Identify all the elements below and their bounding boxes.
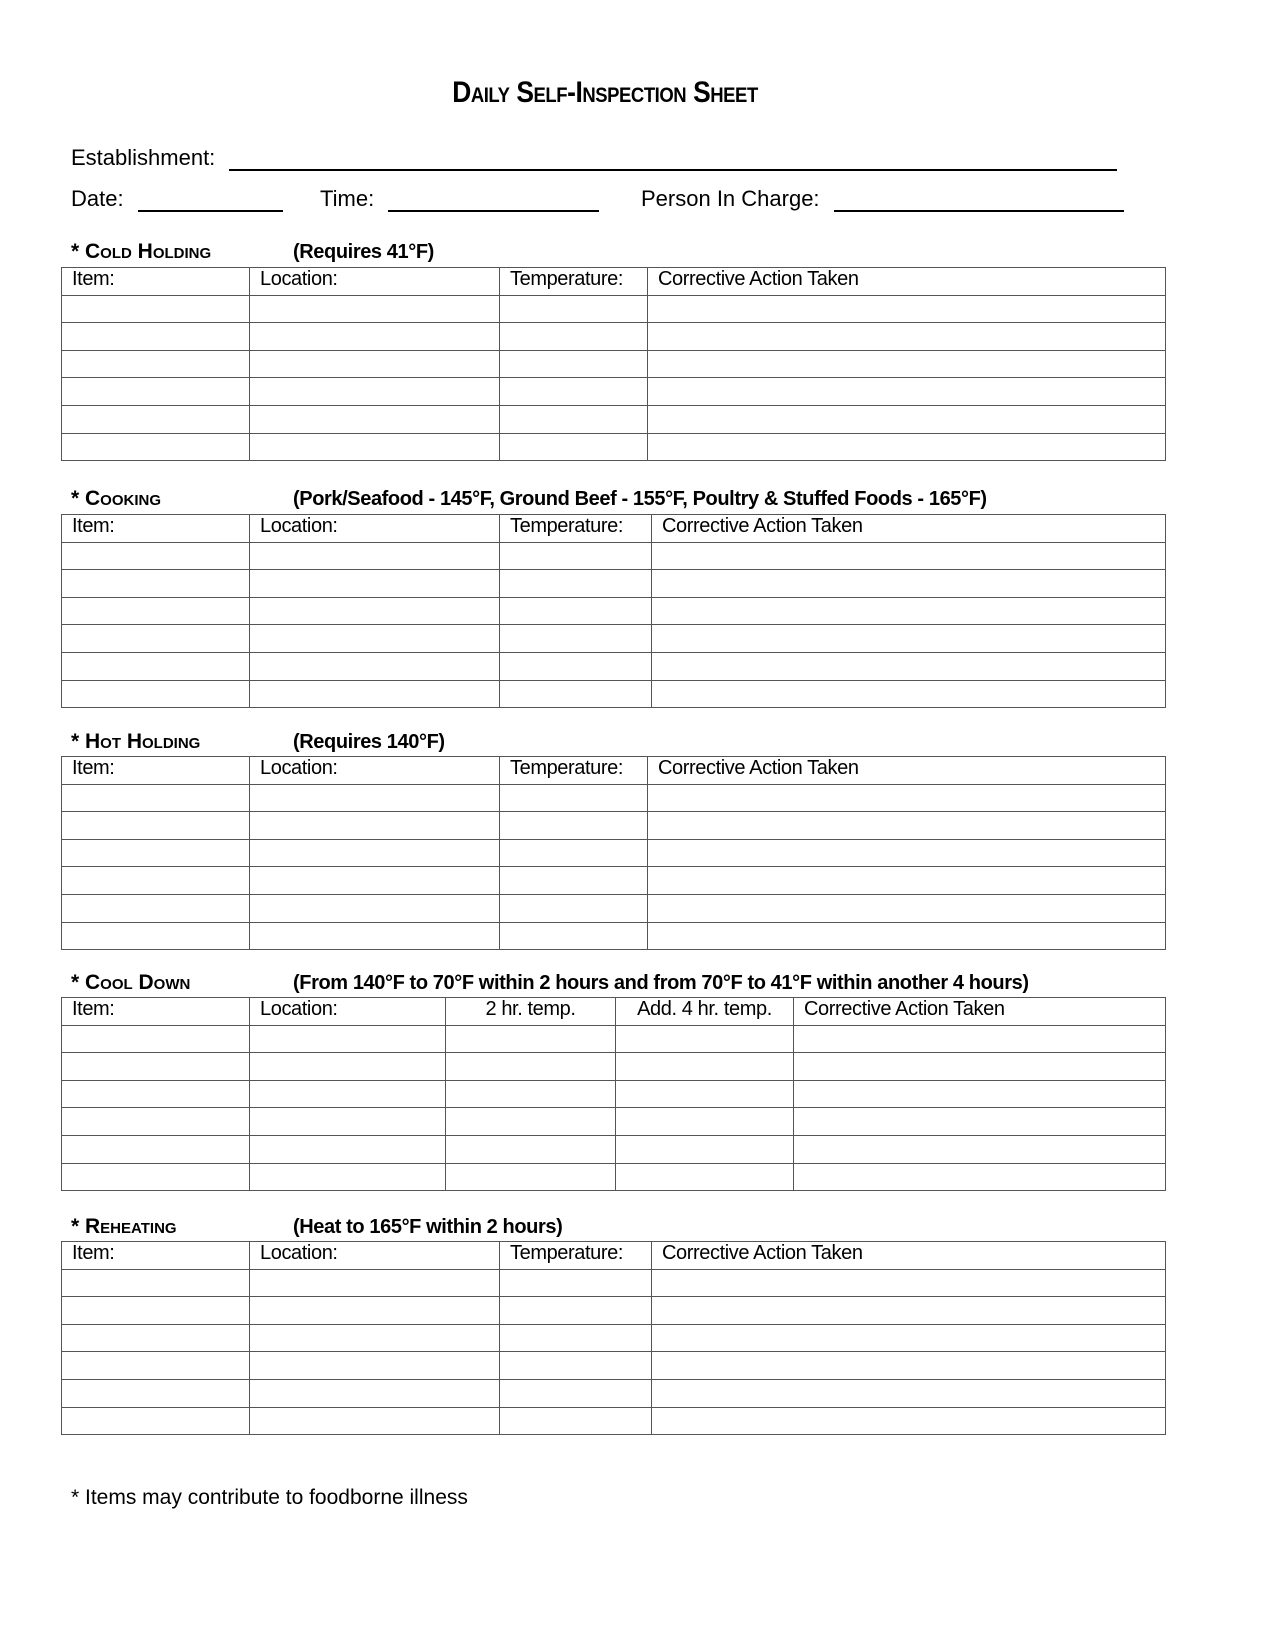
entry-cell[interactable]	[250, 1108, 446, 1136]
footnote: * Items may contribute to foodborne illness	[71, 1486, 468, 1509]
table-row	[62, 1297, 1166, 1325]
table-row	[62, 1108, 1166, 1136]
entry-cell[interactable]	[500, 625, 652, 653]
entry-cell[interactable]	[500, 570, 652, 598]
entry-cell[interactable]	[446, 1108, 616, 1136]
entry-cell[interactable]	[250, 894, 500, 922]
column-header: Temperature:	[500, 268, 648, 296]
column-header: 2 hr. temp.	[446, 998, 616, 1026]
entry-cell[interactable]	[62, 323, 250, 351]
table-row	[62, 597, 1166, 625]
table-row	[62, 350, 1166, 378]
column-header: Corrective Action Taken	[652, 515, 1166, 543]
entry-cell[interactable]	[500, 1407, 652, 1435]
entry-cell[interactable]	[250, 784, 500, 812]
entry-cell[interactable]	[250, 1025, 446, 1053]
entry-cell[interactable]	[62, 1053, 250, 1081]
entry-cell[interactable]	[250, 323, 500, 351]
entry-cell[interactable]	[652, 1324, 1166, 1352]
table-row	[62, 680, 1166, 708]
entry-cell[interactable]	[500, 597, 652, 625]
hot-holding-heading: * Hot Holding	[71, 730, 201, 753]
column-header: Location:	[250, 268, 500, 296]
entry-cell[interactable]	[62, 1379, 250, 1407]
table-row	[62, 1352, 1166, 1380]
entry-cell[interactable]	[648, 433, 1166, 461]
table-header-row	[62, 515, 1166, 543]
cold-holding-requirement: (Requires 41°F)	[293, 241, 434, 263]
entry-cell[interactable]	[500, 894, 648, 922]
entry-cell[interactable]	[62, 1080, 250, 1108]
cool-down-table	[61, 997, 1166, 1191]
entry-cell[interactable]	[652, 680, 1166, 708]
entry-cell[interactable]	[500, 295, 648, 323]
column-header: Location:	[250, 998, 446, 1026]
entry-cell[interactable]	[500, 784, 648, 812]
entry-cell[interactable]	[62, 350, 250, 378]
entry-cell[interactable]	[648, 350, 1166, 378]
entry-cell[interactable]	[250, 570, 500, 598]
entry-cell[interactable]	[500, 350, 648, 378]
entry-cell[interactable]	[652, 542, 1166, 570]
table-row	[62, 405, 1166, 433]
table-row	[62, 1324, 1166, 1352]
reheating-table	[61, 1241, 1166, 1435]
column-header: Item:	[62, 1242, 250, 1270]
entry-cell[interactable]	[62, 570, 250, 598]
table-row	[62, 1025, 1166, 1053]
entry-cell[interactable]	[62, 378, 250, 406]
entry-cell[interactable]	[648, 295, 1166, 323]
column-header: Location:	[250, 515, 500, 543]
entry-cell[interactable]	[616, 1025, 794, 1053]
entry-cell[interactable]	[62, 1025, 250, 1053]
entry-cell[interactable]	[648, 812, 1166, 840]
entry-cell[interactable]	[250, 405, 500, 433]
table-row	[62, 1053, 1166, 1081]
reheating-requirement: (Heat to 165°F within 2 hours)	[293, 1216, 563, 1238]
entry-cell[interactable]	[446, 1163, 616, 1191]
entry-cell[interactable]	[250, 433, 500, 461]
entry-cell[interactable]	[250, 1324, 500, 1352]
entry-cell[interactable]	[794, 1053, 1166, 1081]
date-field	[71, 186, 283, 212]
entry-cell[interactable]	[652, 1297, 1166, 1325]
table-row	[62, 1135, 1166, 1163]
entry-cell[interactable]	[250, 839, 500, 867]
cooking-table	[61, 514, 1166, 708]
cool-down-heading: * Cool Down	[71, 971, 191, 994]
entry-cell[interactable]	[62, 652, 250, 680]
column-header: Location:	[250, 757, 500, 785]
entry-cell[interactable]	[500, 867, 648, 895]
entry-cell[interactable]	[648, 378, 1166, 406]
table-row	[62, 570, 1166, 598]
entry-cell[interactable]	[62, 922, 250, 950]
entry-cell[interactable]	[250, 295, 500, 323]
entry-cell[interactable]	[648, 784, 1166, 812]
entry-cell[interactable]	[62, 295, 250, 323]
table-row	[62, 433, 1166, 461]
entry-cell[interactable]	[62, 1352, 250, 1380]
entry-cell[interactable]	[500, 652, 652, 680]
entry-cell[interactable]	[652, 1379, 1166, 1407]
table-header-row	[62, 757, 1166, 785]
entry-cell[interactable]	[62, 1297, 250, 1325]
entry-cell[interactable]	[648, 405, 1166, 433]
entry-cell[interactable]	[500, 323, 648, 351]
table-row	[62, 625, 1166, 653]
entry-cell[interactable]	[652, 625, 1166, 653]
entry-cell[interactable]	[250, 1379, 500, 1407]
entry-cell[interactable]	[250, 1135, 446, 1163]
column-header: Temperature:	[500, 1242, 652, 1270]
entry-cell[interactable]	[250, 1080, 446, 1108]
entry-cell[interactable]	[648, 323, 1166, 351]
entry-cell[interactable]	[250, 1053, 446, 1081]
entry-cell[interactable]	[500, 542, 652, 570]
entry-cell[interactable]	[500, 812, 648, 840]
entry-cell[interactable]	[250, 812, 500, 840]
column-header: Item:	[62, 515, 250, 543]
entry-cell[interactable]	[446, 1053, 616, 1081]
reheating-heading: * Reheating	[71, 1215, 177, 1238]
entry-cell[interactable]	[62, 405, 250, 433]
cooking-requirement: (Pork/Seafood - 145°F, Ground Beef - 155°F, Poultry & Stuffed Foods - 165°F)	[293, 488, 987, 510]
table-row	[62, 652, 1166, 680]
entry-cell[interactable]	[62, 867, 250, 895]
entry-cell[interactable]	[500, 922, 648, 950]
cold-holding-heading: * Cold Holding	[71, 240, 212, 263]
time-field	[320, 186, 599, 212]
entry-cell[interactable]	[616, 1108, 794, 1136]
entry-cell[interactable]	[250, 652, 500, 680]
table-row	[62, 1407, 1166, 1435]
table-row	[62, 812, 1166, 840]
entry-cell[interactable]	[794, 1135, 1166, 1163]
cold-holding-table	[61, 267, 1166, 461]
entry-cell[interactable]	[250, 597, 500, 625]
entry-cell[interactable]	[500, 1269, 652, 1297]
entry-cell[interactable]	[62, 1163, 250, 1191]
entry-cell[interactable]	[648, 894, 1166, 922]
date-label: Date:	[71, 186, 124, 211]
entry-cell[interactable]	[250, 625, 500, 653]
entry-cell[interactable]	[794, 1080, 1166, 1108]
entry-cell[interactable]	[250, 542, 500, 570]
entry-cell[interactable]	[500, 1297, 652, 1325]
entry-cell[interactable]	[250, 680, 500, 708]
entry-cell[interactable]	[794, 1163, 1166, 1191]
entry-cell[interactable]	[500, 1352, 652, 1380]
entry-cell[interactable]	[446, 1135, 616, 1163]
entry-cell[interactable]	[250, 922, 500, 950]
entry-cell[interactable]	[62, 839, 250, 867]
time-input-line[interactable]	[388, 192, 599, 212]
entry-cell[interactable]	[62, 1135, 250, 1163]
entry-cell[interactable]	[62, 1407, 250, 1435]
entry-cell[interactable]	[648, 922, 1166, 950]
entry-cell[interactable]	[62, 1108, 250, 1136]
column-header: Corrective Action Taken	[648, 268, 1166, 296]
entry-cell[interactable]	[500, 433, 648, 461]
column-header: Item:	[62, 757, 250, 785]
entry-cell[interactable]	[62, 625, 250, 653]
table-row	[62, 922, 1166, 950]
entry-cell[interactable]	[616, 1053, 794, 1081]
table-row	[62, 784, 1166, 812]
page-title: Daily Self-Inspection Sheet	[452, 76, 758, 109]
table-row	[62, 1080, 1166, 1108]
table-row	[62, 1163, 1166, 1191]
column-header: Corrective Action Taken	[794, 998, 1166, 1026]
entry-cell[interactable]	[500, 839, 648, 867]
entry-cell[interactable]	[500, 680, 652, 708]
table-row	[62, 378, 1166, 406]
table-row	[62, 1379, 1166, 1407]
entry-cell[interactable]	[250, 378, 500, 406]
entry-cell[interactable]	[652, 570, 1166, 598]
entry-cell[interactable]	[62, 597, 250, 625]
hot-holding-table	[61, 756, 1166, 950]
entry-cell[interactable]	[652, 597, 1166, 625]
entry-cell[interactable]	[446, 1025, 616, 1053]
entry-cell[interactable]	[500, 378, 648, 406]
cool-down-requirement: (From 140°F to 70°F within 2 hours and from 70°F to 41°F within another 4 hours)	[293, 972, 1029, 994]
entry-cell[interactable]	[250, 867, 500, 895]
entry-cell[interactable]	[250, 1352, 500, 1380]
establishment-label: Establishment:	[71, 145, 216, 170]
column-header: Temperature:	[500, 515, 652, 543]
entry-cell[interactable]	[62, 1269, 250, 1297]
table-row	[62, 323, 1166, 351]
entry-cell[interactable]	[500, 1324, 652, 1352]
table-row	[62, 894, 1166, 922]
entry-cell[interactable]	[652, 1269, 1166, 1297]
entry-cell[interactable]	[250, 1407, 500, 1435]
entry-cell[interactable]	[648, 867, 1166, 895]
entry-cell[interactable]	[794, 1108, 1166, 1136]
entry-cell[interactable]	[616, 1135, 794, 1163]
entry-cell[interactable]	[648, 839, 1166, 867]
table-row	[62, 295, 1166, 323]
table-header-row	[62, 268, 1166, 296]
column-header: Item:	[62, 998, 250, 1026]
table-row	[62, 1269, 1166, 1297]
table-row	[62, 542, 1166, 570]
table-row	[62, 867, 1166, 895]
column-header: Add. 4 hr. temp.	[616, 998, 794, 1026]
column-header: Item:	[62, 268, 250, 296]
date-input-line[interactable]	[138, 192, 283, 212]
cooking-heading: * Cooking	[71, 487, 162, 510]
column-header: Corrective Action Taken	[648, 757, 1166, 785]
entry-cell[interactable]	[62, 680, 250, 708]
table-row	[62, 839, 1166, 867]
entry-cell[interactable]	[250, 350, 500, 378]
table-header-row	[62, 998, 1166, 1026]
person-in-charge-input-line[interactable]	[834, 192, 1124, 212]
entry-cell[interactable]	[652, 1407, 1166, 1435]
entry-cell[interactable]	[62, 1324, 250, 1352]
entry-cell[interactable]	[446, 1080, 616, 1108]
entry-cell[interactable]	[62, 812, 250, 840]
entry-cell[interactable]	[250, 1163, 446, 1191]
entry-cell[interactable]	[62, 542, 250, 570]
person-in-charge-field	[641, 186, 1124, 212]
time-label: Time:	[320, 186, 375, 211]
entry-cell[interactable]	[500, 1379, 652, 1407]
entry-cell[interactable]	[250, 1297, 500, 1325]
entry-cell[interactable]	[652, 652, 1166, 680]
table-header-row	[62, 1242, 1166, 1270]
establishment-input-line[interactable]	[229, 151, 1117, 171]
column-header: Location:	[250, 1242, 500, 1270]
entry-cell[interactable]	[500, 405, 648, 433]
person-in-charge-label: Person In Charge:	[641, 186, 820, 211]
entry-cell[interactable]	[62, 784, 250, 812]
entry-cell[interactable]	[62, 894, 250, 922]
establishment-field	[71, 145, 1117, 171]
column-header: Temperature:	[500, 757, 648, 785]
entry-cell[interactable]	[794, 1025, 1166, 1053]
hot-holding-requirement: (Requires 140°F)	[293, 731, 445, 753]
entry-cell[interactable]	[250, 1269, 500, 1297]
entry-cell[interactable]	[62, 433, 250, 461]
entry-cell[interactable]	[616, 1163, 794, 1191]
entry-cell[interactable]	[652, 1352, 1166, 1380]
entry-cell[interactable]	[616, 1080, 794, 1108]
column-header: Corrective Action Taken	[652, 1242, 1166, 1270]
